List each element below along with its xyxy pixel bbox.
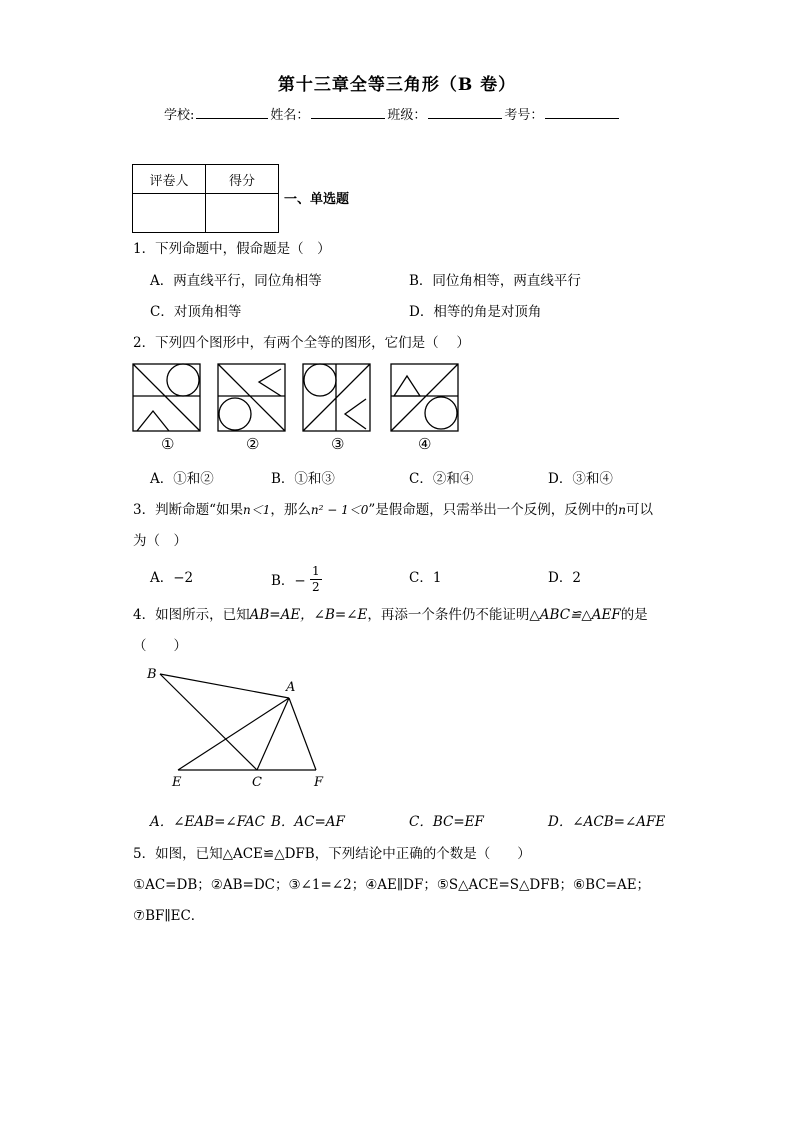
q5-conclusions-line2: ⑦BF∥EC． bbox=[133, 908, 205, 924]
school-label: 学校: bbox=[164, 108, 195, 123]
q3-stem-end: 可以 bbox=[626, 502, 654, 518]
q3-option-b-prefix: B．− bbox=[271, 573, 306, 589]
q2-option-a[interactable]: A．①和② bbox=[150, 471, 214, 487]
q1-option-c[interactable]: C．对顶角相等 bbox=[150, 304, 242, 320]
q4-option-c[interactable] bbox=[409, 810, 484, 830]
segment-ba bbox=[160, 674, 289, 698]
q2-option-d[interactable]: D．③和④ bbox=[548, 471, 613, 487]
q3-stem-mid2: ”是假命题，只需举出一个反例，反例中的 bbox=[368, 502, 619, 518]
q1-stem: 1．下列命题中，假命题是（ ） bbox=[133, 241, 331, 257]
q4-stem-mid: ，再添一个条件仍不能证明 bbox=[367, 607, 530, 623]
student-info-row bbox=[164, 104, 621, 123]
q4-stem-line2: （ ） bbox=[133, 638, 187, 654]
figure-3 bbox=[303, 364, 370, 431]
score-table bbox=[132, 164, 279, 233]
section-heading: 一、单选题 bbox=[284, 192, 350, 207]
q1-option-b[interactable]: B．同位角相等，两直线平行 bbox=[409, 273, 581, 289]
q5-stem: 5．如图，已知△ACE≌△DFB，下列结论中正确的个数是（ ） bbox=[133, 846, 531, 862]
q3-option-d[interactable]: D．2 bbox=[548, 570, 581, 586]
q3-option-b-fraction bbox=[310, 564, 322, 595]
q4-stem-pre: 4．如图所示，已知 bbox=[133, 607, 250, 623]
q2-stem: 2．下列四个图形中，有两个全等的图形，它们是（ ） bbox=[133, 335, 470, 351]
score-header: 得分 bbox=[206, 165, 279, 194]
figure-2-label: ② bbox=[246, 435, 260, 453]
class-label: 班级： bbox=[387, 108, 427, 123]
figure-4-label: ④ bbox=[418, 435, 432, 453]
q1-option-d[interactable]: D．相等的角是对顶角 bbox=[409, 304, 542, 320]
q3-stem-pre: 3．判断命题“如果 bbox=[133, 502, 243, 518]
figure-2 bbox=[218, 364, 285, 431]
number-label: 考号： bbox=[504, 108, 544, 123]
q4-option-a[interactable] bbox=[150, 810, 265, 830]
q3-condition-1: n＜1 bbox=[243, 503, 271, 517]
reviewer-header: 评卷人 bbox=[133, 165, 206, 194]
score-cell[interactable] bbox=[206, 194, 279, 233]
figure-1 bbox=[133, 364, 200, 431]
segment-af bbox=[289, 698, 316, 770]
q2-figures bbox=[131, 362, 463, 432]
page-title: 第十三章全等三角形（B 卷） bbox=[277, 75, 517, 95]
q4-stem bbox=[133, 603, 648, 623]
q3-stem-mid1: ，那么 bbox=[270, 502, 311, 518]
q2-option-c[interactable]: C．②和④ bbox=[409, 471, 474, 487]
q4-condition: AB=AE，∠B=∠E bbox=[249, 607, 368, 623]
figure-4 bbox=[391, 364, 458, 431]
q4-option-d-text: D．∠ACB=∠AFE bbox=[548, 814, 666, 830]
school-field[interactable] bbox=[196, 104, 268, 119]
q3-option-c[interactable]: C．1 bbox=[409, 570, 442, 586]
q3-variable: n bbox=[618, 503, 627, 517]
point-c-label: C bbox=[252, 775, 262, 790]
q3-option-a[interactable]: A．−2 bbox=[150, 570, 194, 586]
point-b-label: B bbox=[147, 667, 157, 682]
q4-option-a-text: A．∠EAB=∠FAC bbox=[150, 814, 265, 830]
point-a-label: A bbox=[286, 680, 296, 695]
reviewer-cell[interactable] bbox=[133, 194, 206, 233]
figure-1-label: ① bbox=[161, 435, 175, 453]
q4-option-c-text: C．BC=EF bbox=[409, 814, 484, 830]
q4-option-b-text: B．AC=AF bbox=[271, 814, 345, 830]
name-label: 姓名： bbox=[270, 108, 310, 123]
q4-stem-end: 的是 bbox=[620, 607, 648, 623]
q3-condition-2: n² − 1＜0 bbox=[310, 503, 369, 517]
q3-stem bbox=[133, 498, 653, 518]
q3-option-b[interactable] bbox=[271, 566, 322, 597]
number-field[interactable] bbox=[545, 104, 619, 119]
point-f-label: F bbox=[314, 775, 324, 790]
q1-option-a[interactable]: A．两直线平行，同位角相等 bbox=[150, 273, 322, 289]
q2-option-b[interactable]: B．①和③ bbox=[271, 471, 335, 487]
point-e-label: E bbox=[172, 775, 182, 790]
fraction-denominator: 2 bbox=[312, 580, 320, 594]
name-field[interactable] bbox=[311, 104, 385, 119]
q5-conclusions-line1: ①AC=DB；②AB=DC；③∠1=∠2；④AE∥DF；⑤S△ACE=S△DFB；⑥BC=AE； bbox=[133, 877, 651, 893]
q4-option-b[interactable] bbox=[271, 810, 345, 830]
q3-stem-line2: 为（ ） bbox=[133, 533, 187, 549]
q4-conclusion: △ABC≌△AEF bbox=[529, 607, 621, 623]
q4-triangle-figure bbox=[140, 660, 340, 795]
fraction-numerator: 1 bbox=[312, 564, 320, 578]
segment-bc bbox=[160, 674, 257, 770]
figure-3-label: ③ bbox=[331, 435, 345, 453]
q4-option-d[interactable] bbox=[548, 810, 665, 830]
class-field[interactable] bbox=[428, 104, 502, 119]
